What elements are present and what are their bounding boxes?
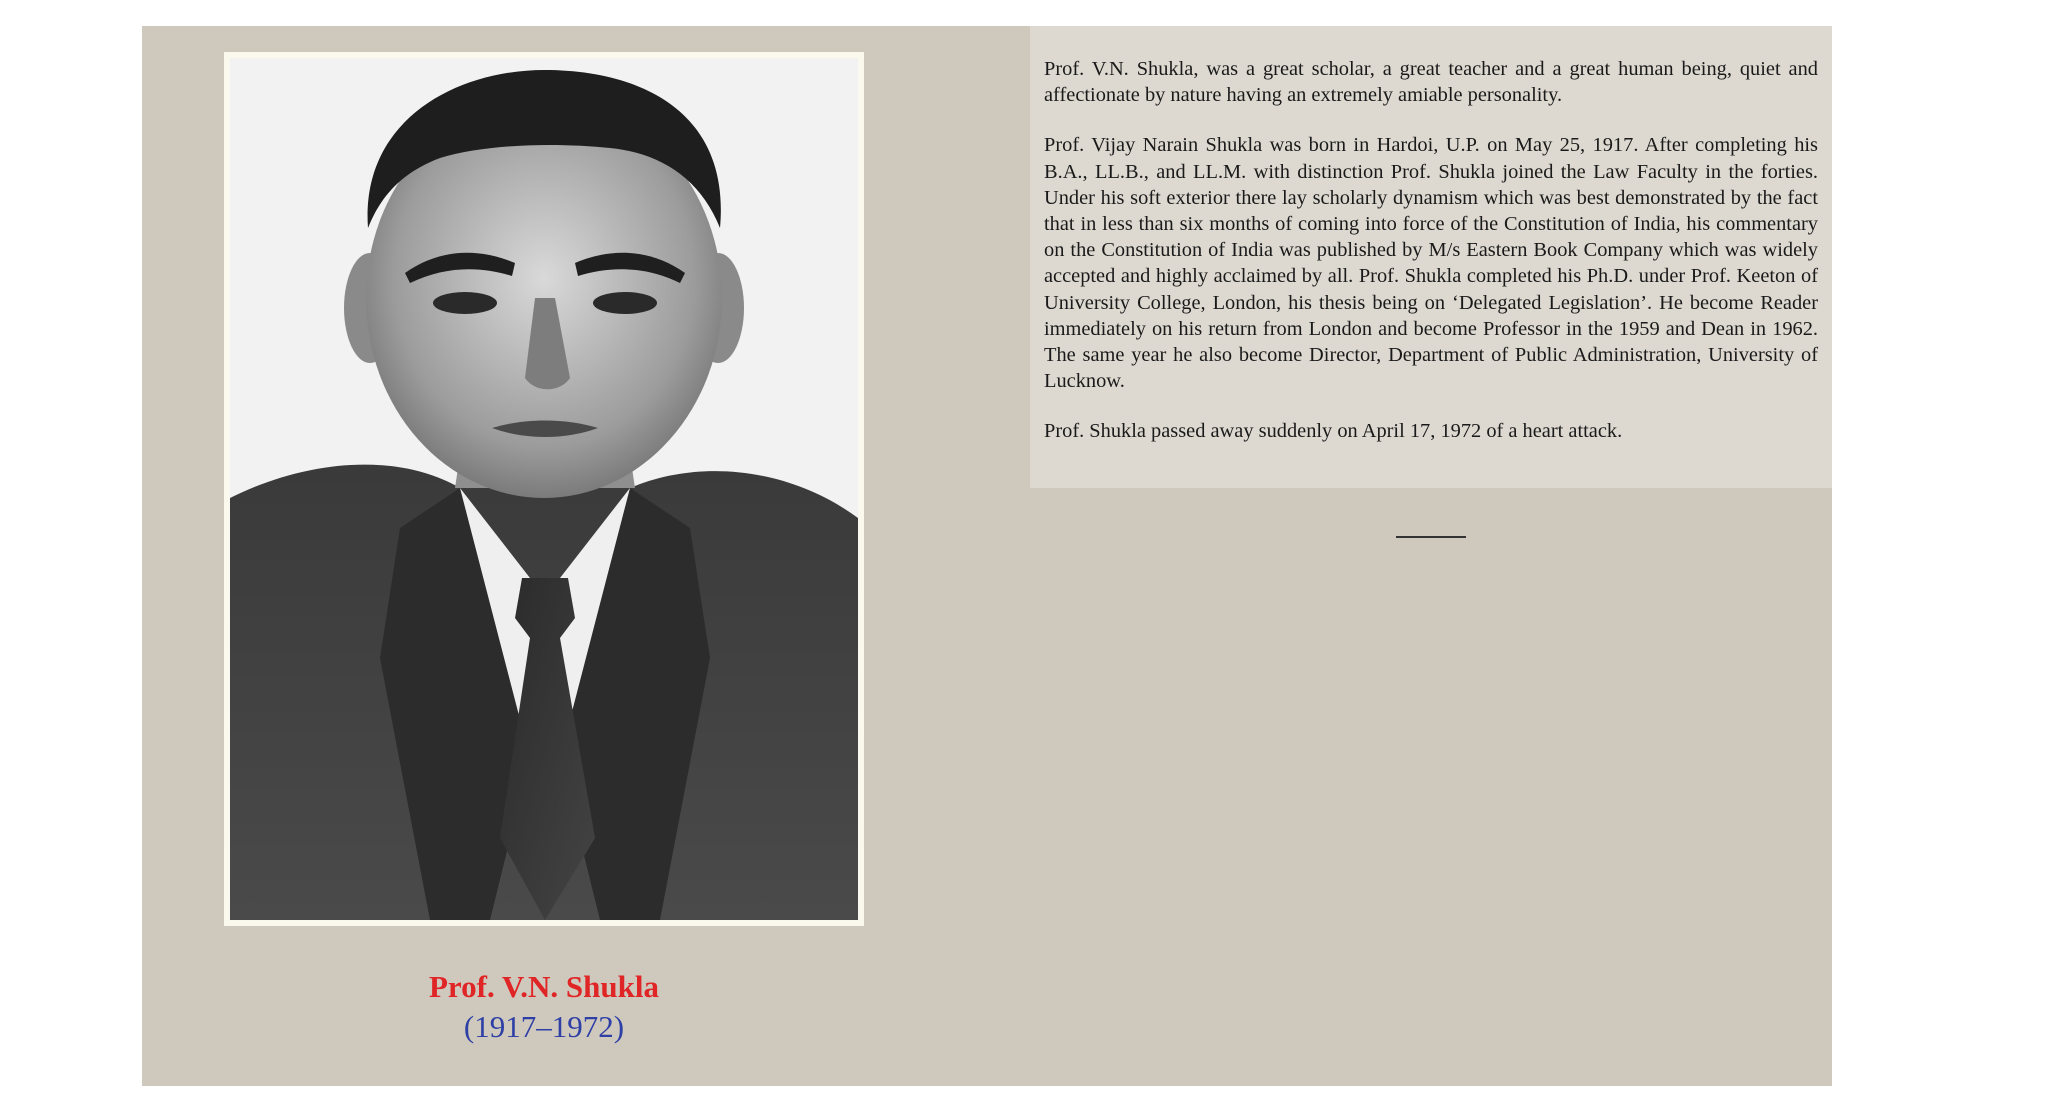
portrait-illustration [230, 58, 858, 920]
portrait-photo [230, 58, 858, 920]
memorial-panel [142, 26, 1832, 1086]
portrait-frame [224, 52, 864, 926]
bio-paragraph: Prof. V.N. Shukla, was a great scholar, a great teacher and a great human being, quiet and affectionate by nature having an extremely amiable personality. [1044, 58, 1818, 107]
biography-text-box [1030, 26, 1832, 488]
divider-line [1396, 536, 1466, 538]
bio-paragraph: Prof. Vijay Narain Shukla was born in Hardoi, U.P. on May 25, 1917. After completing his B.A., LL.B., and LL.M. with distinction Prof. Shukla joined the Law Faculty in the forties. Under his soft exterior there lay scholarly dynamism which was best demonstrated by the fact that in less than six months of coming into force of the Constitution of India, his commentary on the Constitution of India was published by M/s Eastern Book Company which was widely accepted and highly acclaimed by all. Prof. Shukla completed his Ph.D. under Prof. Keeton of University College, London, his thesis being on ‘Delegated Legislation’. He become Reader immediately on his return from London and become Professor in the 1959 and Dean in 1962. The same year he also become Director, Department of Public Administration, University of Lucknow. [1044, 134, 1818, 393]
profile-name: Prof. V.N. Shukla [428, 969, 659, 1004]
bio-paragraph: Prof. Shukla passed away suddenly on April 17, 1972 of a heart attack. [1044, 420, 1623, 443]
profile-years: (1917–1972) [463, 1009, 625, 1044]
